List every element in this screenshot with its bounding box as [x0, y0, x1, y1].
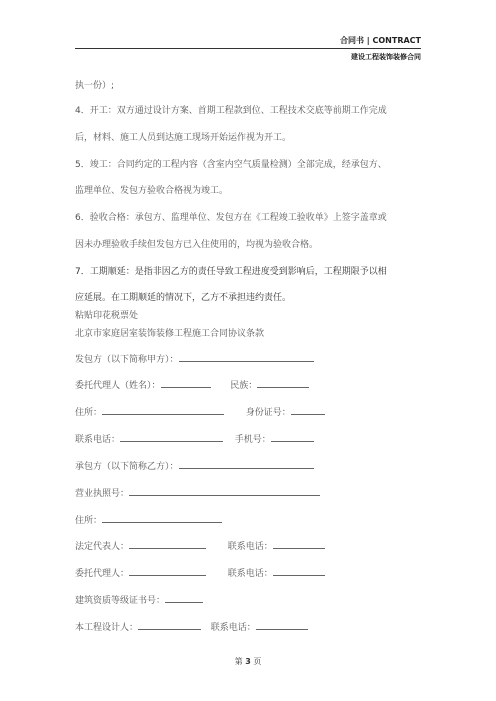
- form-row-address-b: [75, 513, 222, 526]
- id-number-field[interactable]: [291, 405, 325, 415]
- qualification-label: 建筑资质等级证书号：: [75, 596, 166, 606]
- form-row-legal-rep: [75, 539, 325, 552]
- designer-phone-field[interactable]: [256, 620, 308, 630]
- clause-4-line-2: 后，材料、施工人员到达施工现场开始运作视为开工。: [75, 133, 292, 143]
- address-label: 住所：: [75, 408, 103, 418]
- party-b-field[interactable]: [179, 459, 314, 469]
- page-number: 3: [245, 657, 251, 666]
- paragraph-line: 执一份）;: [75, 81, 115, 91]
- address-b-field[interactable]: [102, 513, 222, 523]
- address-field[interactable]: [102, 405, 224, 415]
- legal-rep-field[interactable]: [129, 539, 206, 549]
- agent-b-phone-field[interactable]: [273, 566, 325, 576]
- party-a-label: 发包方（以下简称甲方）：: [75, 355, 179, 365]
- designer-label: 本工程设计人：: [75, 623, 139, 633]
- clause-6-line-1: 6．验收合格：承包方、监理单位、发包方在《工程竣工验收单》上签字盖章或: [75, 213, 387, 223]
- clause-4-line-1: 4．开工：双方通过设计方案、首期工程款到位、工程技术交底等前期工作完成: [75, 106, 387, 116]
- agent-name-field[interactable]: [161, 378, 211, 388]
- clause-5-line-1: 5．竣工：合同约定的工程内容（含室内空气质量检测）全部完成，经承包方、: [75, 160, 387, 170]
- form-row-designer: [75, 620, 308, 633]
- id-number-label: 身份证号：: [245, 408, 291, 418]
- agent-name-label: 委托代理人（姓名）：: [75, 381, 161, 391]
- form-row-agent: [75, 378, 309, 391]
- agent-b-label: 委托代理人：: [75, 569, 130, 579]
- clause-7-line-1: 7．工期顺延：是指非因乙方的责任导致工程进度受到影响后，工程期限予以相: [75, 267, 387, 277]
- stamp-note: 粘贴印花税票处: [75, 311, 139, 321]
- legal-rep-phone-label: 联系电话：: [227, 542, 273, 552]
- qualification-field[interactable]: [165, 593, 203, 603]
- ethnicity-field[interactable]: [257, 378, 309, 388]
- form-title: 北京市家庭居室装饰装修工程施工合同协议条款: [75, 329, 265, 339]
- form-row-party-a: [75, 352, 314, 365]
- clause-7-line-2: 应延展。在工期顺延的情况下，乙方不承担违约责任。: [75, 293, 292, 303]
- designer-field[interactable]: [138, 620, 201, 630]
- designer-phone-label: 联系电话：: [210, 623, 256, 633]
- header-subtitle: 建设工程装饰装修合同: [351, 53, 421, 61]
- header-divider: [75, 48, 421, 49]
- form-row-address: [75, 405, 325, 418]
- mobile-field[interactable]: [271, 432, 314, 442]
- form-row-agent-b: [75, 566, 325, 579]
- form-row-party-b: [75, 459, 314, 472]
- clause-6-line-2: 因未办理验收手续但发包方已入住使用的，均视为验收合格。: [75, 240, 319, 250]
- agent-b-field[interactable]: [129, 566, 206, 576]
- clause-5-line-2: 监理单位、发包方验收合格视为竣工。: [75, 186, 229, 196]
- address-b-label: 住所：: [75, 516, 103, 526]
- legal-rep-phone-field[interactable]: [273, 539, 325, 549]
- mobile-label: 手机号：: [234, 435, 271, 445]
- form-row-phone: [75, 432, 314, 445]
- license-field[interactable]: [129, 486, 320, 496]
- party-b-label: 承包方（以下简称乙方）：: [75, 462, 179, 472]
- phone-field[interactable]: [120, 432, 223, 442]
- agent-b-phone-label: 联系电话：: [227, 569, 273, 579]
- phone-label: 联系电话：: [75, 435, 121, 445]
- license-label: 营业执照号：: [75, 489, 130, 499]
- footer-suffix: 页: [253, 657, 262, 666]
- form-row-license: [75, 486, 320, 499]
- form-row-qualification: [75, 593, 203, 606]
- page-footer: [0, 656, 496, 667]
- ethnicity-label: 民族：: [230, 381, 258, 391]
- header-title: 合同书 | CONTRACT: [340, 36, 421, 45]
- party-a-field[interactable]: [179, 352, 314, 362]
- footer-prefix: 第: [234, 657, 243, 666]
- legal-rep-label: 法定代表人：: [75, 542, 130, 552]
